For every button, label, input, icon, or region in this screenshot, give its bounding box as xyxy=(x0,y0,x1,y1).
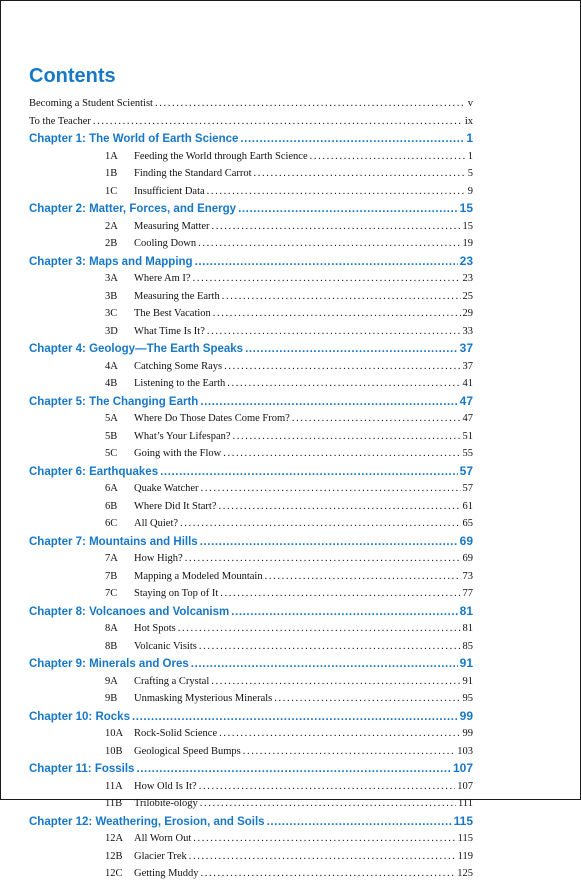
dot-leader xyxy=(243,743,456,761)
dot-leader xyxy=(200,795,456,813)
toc-chapter-entry xyxy=(29,130,473,148)
lesson-number: 6C xyxy=(105,518,118,529)
entry-title: Glacier Trek xyxy=(134,850,187,862)
toc-lesson-entry xyxy=(29,218,473,236)
lesson-number: 12A xyxy=(105,833,124,844)
dot-leader xyxy=(193,270,461,288)
entry-title: Volcanic Visits xyxy=(134,640,197,652)
lesson-number: 3B xyxy=(105,290,118,302)
toc-chapter-entry xyxy=(29,760,473,778)
entry-title: Getting Muddy xyxy=(134,868,199,879)
page-number: 55 xyxy=(462,448,473,459)
dot-leader xyxy=(136,761,451,778)
dot-leader xyxy=(231,604,457,621)
lesson-number: 5C xyxy=(105,448,118,459)
toc-lesson-entry xyxy=(29,638,473,656)
toc-lesson-entry xyxy=(29,183,473,201)
lesson-number: 12B xyxy=(105,850,123,862)
dot-leader xyxy=(240,131,464,148)
lesson-number: 1C xyxy=(105,185,118,197)
entry-title: Staying on Top of It xyxy=(134,588,219,599)
entry-title: To the Teacher xyxy=(29,115,91,127)
lesson-number: 7A xyxy=(105,553,118,564)
page-number: 107 xyxy=(457,780,473,792)
toc-lesson-entry xyxy=(29,743,473,761)
page-number: 69 xyxy=(459,533,473,548)
entry-title: Where Do Those Dates Come From? xyxy=(134,413,290,424)
dot-leader xyxy=(185,550,461,568)
lesson-number: 5B xyxy=(105,430,118,442)
dot-leader xyxy=(220,585,460,603)
page-number: 29 xyxy=(462,308,473,319)
chapter-title: Chapter 3: Maps and Mapping xyxy=(29,255,193,268)
chapter-title: Chapter 10: Rocks xyxy=(29,710,130,723)
toc-lesson-entry xyxy=(29,270,473,288)
toc-lesson-entry xyxy=(29,795,473,813)
lesson-number: 11A xyxy=(105,780,123,792)
entry-title: What’s Your Lifespan? xyxy=(134,430,231,442)
page-number: 47 xyxy=(462,413,473,424)
dot-leader xyxy=(219,725,460,743)
lesson-number: 1B xyxy=(105,168,118,179)
entry-title: What Time Is It? xyxy=(134,325,205,337)
toc-lesson-entry xyxy=(29,480,473,498)
dot-leader xyxy=(310,148,466,166)
dot-leader xyxy=(178,620,461,638)
dot-leader xyxy=(238,201,458,218)
toc-front-entry xyxy=(29,113,473,131)
dot-leader xyxy=(199,638,461,656)
page-number: 47 xyxy=(459,393,473,408)
toc-lesson-entry xyxy=(29,288,473,306)
table-of-contents xyxy=(29,95,473,883)
entry-title: How Old Is It? xyxy=(134,780,197,792)
dot-leader xyxy=(222,288,461,306)
page-number: 1 xyxy=(466,131,473,145)
toc-chapter-entry xyxy=(29,708,473,726)
toc-chapter-entry xyxy=(29,533,473,551)
dot-leader xyxy=(160,464,458,481)
toc-lesson-entry xyxy=(29,568,473,586)
dot-leader xyxy=(219,498,461,516)
page-number: 15 xyxy=(462,220,473,232)
toc-lesson-entry xyxy=(29,148,473,166)
chapter-title: Chapter 7: Mountains and Hills xyxy=(29,535,198,548)
entry-title: Rock-Solid Science xyxy=(134,728,218,739)
chapter-title: Chapter 11: Fossils xyxy=(29,763,135,775)
chapter-title: Chapter 9: Minerals and Ores xyxy=(29,658,189,670)
lesson-number: 12C xyxy=(105,868,123,879)
dot-leader xyxy=(245,341,458,358)
page-number: 73 xyxy=(462,570,473,582)
toc-lesson-entry xyxy=(29,305,473,323)
page-number: 57 xyxy=(459,463,473,478)
entry-title: Listening to the Earth xyxy=(134,378,226,389)
entry-title: Cooling Down xyxy=(134,238,197,249)
page-number: 85 xyxy=(462,640,473,652)
toc-chapter-entry xyxy=(29,200,473,218)
toc-lesson-entry xyxy=(29,428,473,446)
page-number: 5 xyxy=(467,168,473,179)
lesson-number: 7B xyxy=(105,570,118,582)
dot-leader xyxy=(200,394,457,411)
entry-title: Quake Watcher xyxy=(134,483,199,494)
dot-leader xyxy=(233,428,461,446)
page-number: 15 xyxy=(459,201,473,215)
lesson-number: 11B xyxy=(105,798,123,809)
lesson-number: 5A xyxy=(105,413,118,424)
dot-leader xyxy=(211,673,460,691)
toc-front-entry xyxy=(29,95,473,113)
entry-title: Hot Spots xyxy=(134,623,176,634)
chapter-title: Chapter 12: Weathering, Erosion, and Soils xyxy=(29,815,265,828)
dot-leader xyxy=(93,113,463,131)
page-number: 107 xyxy=(452,761,473,775)
toc-chapter-entry xyxy=(29,253,473,271)
entry-title: Where Am I? xyxy=(134,273,191,284)
dot-leader xyxy=(132,709,458,726)
toc-lesson-entry xyxy=(29,725,473,743)
dot-leader xyxy=(267,814,452,831)
dot-leader xyxy=(213,305,461,323)
page-number: 25 xyxy=(462,290,473,302)
chapter-title: Chapter 2: Matter, Forces, and Energy xyxy=(29,203,237,215)
page-number: 57 xyxy=(462,483,473,494)
lesson-number: 6B xyxy=(105,500,118,512)
toc-lesson-entry xyxy=(29,865,473,883)
dot-leader xyxy=(155,95,466,113)
lesson-number: 9B xyxy=(105,693,118,704)
page-number: 61 xyxy=(462,500,473,512)
chapter-title: Chapter 1: The World of Earth Science xyxy=(29,133,239,145)
toc-lesson-entry xyxy=(29,445,473,463)
chapter-title: Chapter 4: Geology—The Earth Speaks xyxy=(29,343,244,355)
entry-title: The Best Vacation xyxy=(134,308,211,319)
dot-leader xyxy=(200,865,455,883)
lesson-number: 6A xyxy=(105,483,118,494)
dot-leader xyxy=(227,375,460,393)
page-number: 95 xyxy=(462,693,473,704)
entry-title: Insufficient Data xyxy=(134,185,205,197)
entry-title: All Worn Out xyxy=(134,833,192,844)
chapter-title: Chapter 8: Volcanoes and Volcanism xyxy=(29,605,230,618)
dot-leader xyxy=(201,480,461,498)
dot-leader xyxy=(265,568,461,586)
toc-lesson-entry xyxy=(29,690,473,708)
page-number: 19 xyxy=(462,238,473,249)
dot-leader xyxy=(198,235,460,253)
entry-title: Becoming a Student Scientist xyxy=(29,98,153,109)
lesson-number: 8A xyxy=(105,623,118,634)
chapter-title: Chapter 5: The Changing Earth xyxy=(29,395,199,408)
entry-title: Measuring the Earth xyxy=(134,290,220,302)
dot-leader xyxy=(223,445,460,463)
dot-leader xyxy=(191,656,458,673)
page-number: 77 xyxy=(462,588,473,599)
entry-title: Where Did It Start? xyxy=(134,500,217,512)
lesson-number: 1A xyxy=(105,150,118,162)
dot-leader xyxy=(180,515,460,533)
lesson-number: 4A xyxy=(105,360,118,372)
lesson-number: 3C xyxy=(105,308,118,319)
dot-leader xyxy=(189,848,456,866)
page-number: 37 xyxy=(462,360,473,372)
entry-title: Going with the Flow xyxy=(134,448,222,459)
dot-leader xyxy=(292,410,461,428)
page-number: v xyxy=(467,98,473,109)
dot-leader xyxy=(224,358,460,376)
page-number: 99 xyxy=(459,708,473,723)
page-number: 91 xyxy=(459,656,473,670)
contents-heading: Contents xyxy=(29,65,116,87)
dot-leader xyxy=(274,690,460,708)
toc-lesson-entry xyxy=(29,620,473,638)
page-number: 81 xyxy=(459,603,473,618)
entry-title: Crafting a Crystal xyxy=(134,675,210,687)
page-number: 91 xyxy=(462,675,473,687)
entry-title: Measuring Matter xyxy=(134,220,210,232)
toc-lesson-entry xyxy=(29,550,473,568)
toc-lesson-entry xyxy=(29,673,473,691)
page-number: 103 xyxy=(457,745,473,757)
toc-lesson-entry xyxy=(29,358,473,376)
toc-lesson-entry xyxy=(29,410,473,428)
dot-leader xyxy=(207,183,466,201)
page-number: 119 xyxy=(457,850,473,862)
page-number: 69 xyxy=(462,553,473,564)
lesson-number: 10A xyxy=(105,728,124,739)
lesson-number: 10B xyxy=(105,745,123,757)
lesson-number: 2A xyxy=(105,220,118,232)
page-number: 41 xyxy=(462,378,473,389)
toc-chapter-entry xyxy=(29,393,473,411)
dot-leader xyxy=(254,165,466,183)
toc-lesson-entry xyxy=(29,585,473,603)
page-number: 81 xyxy=(462,623,473,634)
toc-lesson-entry xyxy=(29,778,473,796)
lesson-number: 4B xyxy=(105,378,118,389)
dot-leader xyxy=(200,534,458,551)
page-number: ix xyxy=(464,115,473,127)
toc-chapter-entry xyxy=(29,655,473,673)
entry-title: Trilobite-ology xyxy=(134,798,198,809)
chapter-title: Chapter 6: Earthquakes xyxy=(29,465,159,478)
lesson-number: 3A xyxy=(105,273,118,284)
entry-title: Geological Speed Bumps xyxy=(134,745,241,757)
page-number: 23 xyxy=(459,253,473,268)
toc-lesson-entry xyxy=(29,375,473,393)
entry-title: Unmasking Mysterious Minerals xyxy=(134,693,273,704)
page-number: 65 xyxy=(462,518,473,529)
toc-lesson-entry xyxy=(29,323,473,341)
page-number: 115 xyxy=(453,813,473,828)
page-number: 23 xyxy=(462,273,473,284)
entry-title: Feeding the World through Earth Science xyxy=(134,150,308,162)
page-number: 111 xyxy=(458,798,473,809)
page-number: 1 xyxy=(467,150,473,162)
page-number: 51 xyxy=(462,430,473,442)
toc-lesson-entry xyxy=(29,165,473,183)
dot-leader xyxy=(195,254,458,271)
toc-chapter-entry xyxy=(29,813,473,831)
dot-leader xyxy=(199,778,456,796)
lesson-number: 2B xyxy=(105,238,118,249)
toc-chapter-entry xyxy=(29,603,473,621)
entry-title: All Quiet? xyxy=(134,518,179,529)
toc-lesson-entry xyxy=(29,848,473,866)
lesson-number: 9A xyxy=(105,675,118,687)
toc-chapter-entry xyxy=(29,340,473,358)
lesson-number: 7C xyxy=(105,588,118,599)
lesson-number: 8B xyxy=(105,640,118,652)
page-number: 125 xyxy=(457,868,473,879)
dot-leader xyxy=(193,830,455,848)
toc-lesson-entry xyxy=(29,498,473,516)
entry-title: Catching Some Rays xyxy=(134,360,223,372)
entry-title: Finding the Standard Carrot xyxy=(134,168,252,179)
toc-lesson-entry xyxy=(29,830,473,848)
dot-leader xyxy=(212,218,461,236)
entry-title: Mapping a Modeled Mountain xyxy=(134,570,263,582)
page-number: 115 xyxy=(457,833,473,844)
toc-chapter-entry xyxy=(29,463,473,481)
entry-title: How High? xyxy=(134,553,183,564)
page-number: 9 xyxy=(467,185,473,197)
toc-lesson-entry xyxy=(29,235,473,253)
page-number: 37 xyxy=(459,341,473,355)
page-number: 33 xyxy=(462,325,473,337)
page-number: 99 xyxy=(462,728,473,739)
dot-leader xyxy=(207,323,461,341)
toc-lesson-entry xyxy=(29,515,473,533)
lesson-number: 3D xyxy=(105,325,118,337)
